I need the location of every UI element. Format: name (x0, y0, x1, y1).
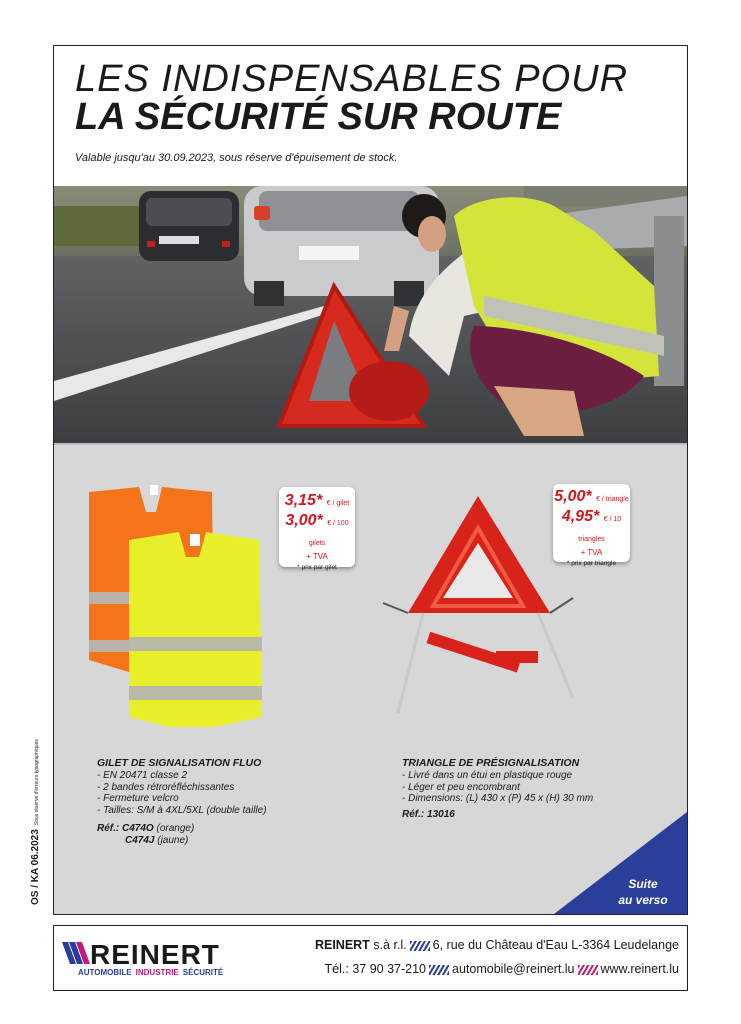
vest-price-2-unit: € / 100 gilets (308, 520, 349, 547)
vest-feature: - 2 bandes rétroréfléchissantes (97, 781, 235, 793)
typo-disclaimer: Sous réserve d'erreurs typographiques (34, 739, 40, 826)
headline-line-1: LES INDISPENSABLES POUR (75, 58, 629, 100)
vest-ref-1 (97, 823, 194, 834)
logo-wordmark: REINERT (90, 939, 220, 970)
tag-industrie: INDUSTRIE (135, 968, 179, 977)
tag-securite: SÉCURITÉ (182, 968, 224, 977)
vest-feature: - Fermeture velcro (97, 793, 179, 804)
vest-features (97, 770, 267, 816)
triangle-ref-label: Réf.: (402, 809, 425, 820)
website-link[interactable]: www.reinert.lu (600, 962, 679, 976)
company-address: 6, rue du Château d'Eau L-3364 Leudelange (432, 938, 679, 952)
vest-ref-2 (125, 835, 188, 846)
email-link[interactable]: automobile@reinert.lu (452, 962, 575, 976)
vest-ref-2-color: (jaune) (157, 835, 189, 846)
company-contact-line (325, 962, 679, 976)
triangle-tva: + TVA (580, 548, 603, 557)
triangle-price-2-unit: € / 10 triangles (578, 516, 622, 543)
vest-feature: - Tailles: S/M à 4XL/5XL (double taille) (97, 804, 267, 816)
suite-au-verso[interactable] (603, 876, 683, 908)
company-address-line (315, 938, 679, 952)
phone-number[interactable]: Tél.: 37 90 37-210 (324, 962, 427, 976)
vest-ref-label: Réf.: (97, 823, 120, 834)
triangle-feature: - Léger et peu encombrant (402, 781, 520, 793)
triangle-price-box: 5,00* € / triangle 4,95* € / 10 triangles + TVA * prix par triangle (553, 484, 630, 562)
suite-line-2: au verso (618, 893, 668, 907)
triangle-feature: - Livré dans un étui en plastique rouge (402, 770, 573, 781)
vest-price-note: * prix par gilet (297, 564, 337, 571)
vest-price-1-unit: € / gilet (326, 500, 350, 507)
company-suffix: s.à r.l. (373, 938, 407, 952)
triangle-title: TRIANGLE DE PRÉSIGNALISATION (402, 757, 580, 769)
triangle-ref-code: 13016 (427, 809, 455, 820)
document-code-text: OS / KA 06.2023 (30, 829, 41, 905)
roadside-photo (54, 186, 687, 443)
triangle-price-1: 5,00 (554, 488, 586, 505)
headline-line-2: LA SÉCURITÉ SUR ROUTE (75, 96, 562, 138)
suite-line-1: Suite (628, 877, 658, 891)
vest-ref-2-code: C474J (125, 835, 155, 846)
triangle-ref (402, 809, 455, 820)
vest-feature: - EN 20471 classe 2 (97, 770, 188, 781)
triangle-price-note: * prix par triangle (566, 560, 617, 567)
vest-ref-1-color: (orange) (156, 823, 195, 834)
triangle-feature: - Dimensions: (L) 430 x (P) 45 x (H) 30 mm (402, 793, 594, 804)
stripes-icon (429, 965, 449, 975)
vest-title: GILET DE SIGNALISATION FLUO (97, 757, 262, 769)
footer (53, 925, 688, 991)
document-code (30, 739, 41, 905)
validity-note: Valable jusqu'au 30.09.2023, sous réserve d'épuisement de stock. (75, 152, 398, 164)
warning-triangle-image (378, 488, 578, 718)
logo-tagline (78, 968, 223, 977)
safety-vests-image (84, 482, 269, 732)
vest-price-2: 3,00 (285, 512, 317, 529)
stripes-icon (578, 965, 598, 975)
triangle-price-1-unit: € / triangle (596, 496, 629, 503)
vest-price-box: 3,15* € / gilet 3,00* € / 100 gilets + TVA * prix par gilet (279, 487, 355, 567)
triangle-price-2: 4,95 (561, 508, 593, 525)
stripes-icon (410, 941, 430, 951)
company-name: REINERT (314, 938, 370, 952)
vest-price-1: 3,15 (284, 492, 316, 509)
vest-tva: + TVA (306, 552, 328, 561)
vest-ref-1-code: C474O (122, 823, 154, 834)
triangle-features (402, 770, 593, 805)
tag-automobile: AUTOMOBILE (78, 968, 132, 977)
